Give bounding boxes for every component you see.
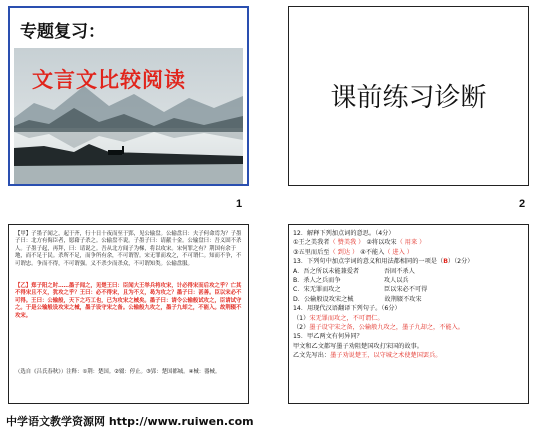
slide-2-number: 2 xyxy=(519,198,526,210)
q14-item-2 xyxy=(293,323,524,332)
question-12-row-2 xyxy=(293,248,524,257)
slide-1-number: 1 xyxy=(236,198,243,210)
slide-1-main-title: 文言文比较阅读 xyxy=(32,67,186,92)
slide-1-thumbnail[interactable] xyxy=(8,6,249,186)
q13-option-a: A．吾之所以未能兼爱者 吾固不杀人 xyxy=(293,267,415,275)
passage-notes: （选自《吕氏春秋》）注释：①荆：楚国。②辍：停止。③郢：楚国都城。④械：器械。 xyxy=(15,369,221,375)
q15b-label: 乙文先写出： xyxy=(293,352,331,360)
q15-line-1: 甲文和乙文都写墨子劝阻楚国攻打宋国的故事。 xyxy=(293,342,423,350)
q13-text: 13．下列句中加点字词的意义和用法都相同的一项是（ xyxy=(293,258,444,266)
q14b-label: （2） xyxy=(293,324,310,332)
q12c-text: ③五里而后至 xyxy=(293,248,330,256)
q12c-answer: （ 到达 ） xyxy=(329,248,359,256)
questions-panel xyxy=(293,229,524,361)
q14b-answer: 墨子设守宋之备，公输般九攻之，墨子九却之，不能入。 xyxy=(309,324,464,332)
slide-2-thumbnail[interactable] xyxy=(288,6,529,186)
q13-answer: B xyxy=(443,258,448,266)
question-12-row-1 xyxy=(293,238,524,247)
q12a-text: ①王之美我者 xyxy=(293,239,330,247)
q12d-answer: （ 进入 ） xyxy=(384,248,413,256)
question-13 xyxy=(293,257,524,266)
q13-option-c: C．宋无罪而攻之 臣以宋必不可得 xyxy=(293,286,428,294)
q13-option-b: B．杀人之兵而争 攻人以兵 xyxy=(293,277,409,285)
passage-jia: 【甲】子墨子闻之，起于齐，行十日十夜而至于郢，见公输盘。公输盘曰：夫子何命焉为？子墨子曰：北方有侮臣者，愿藉子杀之。公输盘不说。子墨子曰：请献十金。公输盘曰：吾义固不杀人。子墨子起，再拜，曰：请说之。吾从北方闻子为梯，将以攻宋。宋何罪之有？荆国有余于地，而不足于民。杀所不足，而争所有余，不可谓智。宋无罪而攻之，不可谓仁。知而不争，不可谓忠。争而不得，不可谓强。义不杀少而杀众，不可谓知类。公输盘服。 xyxy=(15,231,242,267)
passage-yi: 【乙】郑子阳之时……墨子闻之，见楚王曰：臣闻大王举兵将攻宋，计必得宋而后攻之乎？亡其不得宋且不义，犹攻之乎？王曰：必不得宋，且为不义，曷为攻之？墨子曰：甚善。臣以宋必不可得。王曰：公输般，天下之巧工也，已为攻宋之械矣。墨子曰：请令公输般试攻之，臣请试守之。于是公输般设攻宋之械，墨子设守宋之备。公输般九攻之，墨子九却之，不能入。故荆辍不攻宋。 xyxy=(15,283,242,319)
q14a-answer: 宋无罪而攻之，不可谓仁。 xyxy=(309,314,384,322)
q14a-label: （1） xyxy=(293,314,310,322)
q15b-answer: 墨子劝说楚王，以守城之术使楚国罢兵。 xyxy=(330,352,442,360)
slide-3-thumbnail[interactable] xyxy=(8,224,249,404)
q12b-answer: （ 用来 ） xyxy=(396,239,426,247)
question-15: 15．甲乙两文有何异同？ xyxy=(293,333,363,341)
site-footer: 中学语文教学资源网 http://www.ruiwen.com xyxy=(6,415,254,428)
slide-2-title: 课前练习诊断 xyxy=(330,83,487,113)
q14-item-1 xyxy=(293,314,524,323)
question-14: 14．用现代汉语翻译下列句子。（6分） xyxy=(293,305,401,313)
slide-1-title: 专题复习： xyxy=(20,22,105,42)
q12d-text: ④不能入 xyxy=(360,248,385,256)
q15-line-2 xyxy=(293,351,524,360)
question-12: 12．解释下列加点词的意思。（4分） xyxy=(293,230,395,237)
q13-option-d: D．公输般设攻宋之械 故荆辍不攻宋 xyxy=(293,295,422,303)
q13-tail: ）（2分） xyxy=(447,258,474,266)
slide-4-thumbnail[interactable] xyxy=(288,224,529,404)
q12a-answer: （ 赞美我 ） xyxy=(329,239,365,247)
q12b-text: ②将以攻宋 xyxy=(366,239,397,247)
